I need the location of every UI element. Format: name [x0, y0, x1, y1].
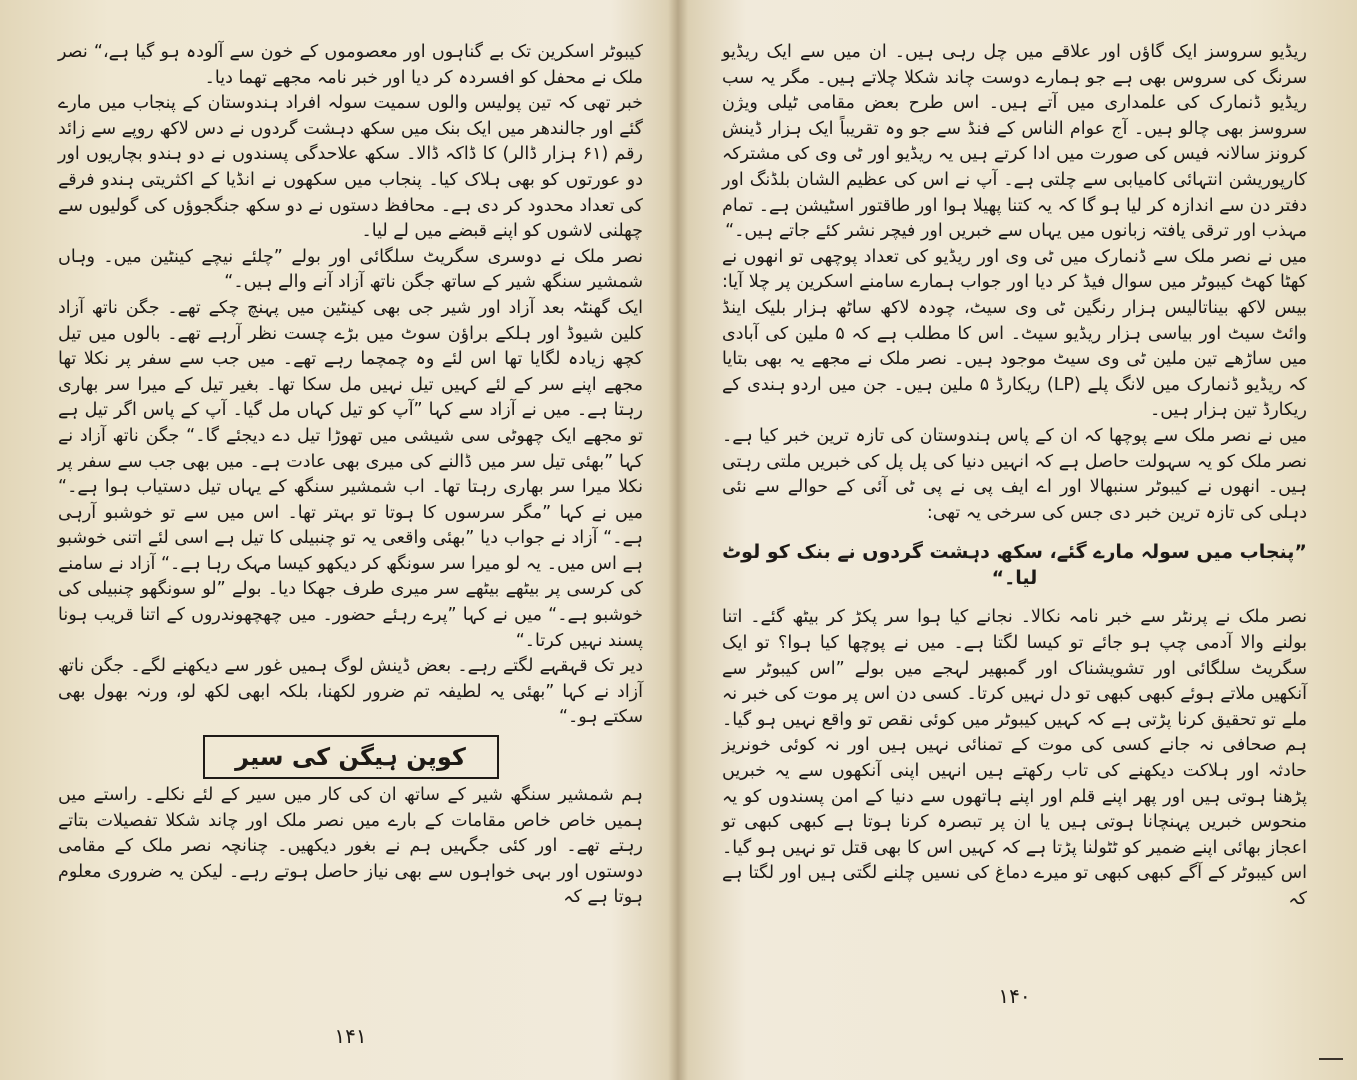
right-page: [722, 40, 1307, 1040]
right-paragraph-3: میں نے نصر ملک سے پوچھا کہ ان کے پاس ہندوستان کی تازہ ترین خبر کیا ہے۔ نصر ملک کو یہ سہولت حاصل ہے کہ انہیں دنیا کی پل پل کی خبریں ملتی رہتی ہیں۔ انھوں نے کیبوٹر سنبھالا اور اے ایف پی نے پی ٹی آئی کے حوالے سے نئی دہلی کی تازہ ترین خبر دی جس کی سرخی یہ تھی:: [722, 425, 1307, 523]
left-page-text: [58, 40, 643, 911]
left-paragraph-3: نصر ملک نے دوسری سگریٹ سلگائی اور بولے ”چلئے نیچے کینٹین میں۔ وہاں شمشیر سنگھ شیر کے ساتھ جگن ناتھ آزاد آنے والے ہیں۔“: [58, 246, 643, 293]
page-number-right: ۱۴۰: [998, 984, 1031, 1008]
right-paragraph-4: نصر ملک نے پرنٹر سے خبر نامہ نکالا۔ نجانے کیا ہوا سر پکڑ کر بیٹھ گئے۔ اتنا بولنے والا آدمی چپ ہو جائے تو کیسا لگتا ہے۔ میں نے پوچھا کیا ہوا؟ تو ایک سگریٹ سلگائی اور تشویشناک اور گمبھیر لہجے میں بولے ”اس کیبوٹر سے آنکھیں ملاتے ہوئے کبھی کبھی تو دل نہیں کرتا۔ کسی دن اس پر موت کی خبر نہ ملے تو تحقیق کرنا پڑتی ہے کہ کہیں کیبوٹر میں کوئی نقص تو واقع نہیں ہو گیا۔ ہم صحافی نہ جانے کسی کی موت کے تمنائی نہیں ہیں اور نہ کوئی خونریز حادثہ اور ہلاکت دیکھنے کی تاب رکھتے ہیں انہیں اپنی آنکھوں سے یہ خبریں پڑھنا ہوتی ہیں اور پھر اپنے قلم اور اپنے ہاتھوں سے دنیا کے امن پسندوں کو یہ منحوس خبریں پہنچانا ہوتی ہیں یا ان پر تبصرہ کرنا ہوتا ہے کبھی کبھی تو اعجاز بھائی اپنے ضمیر کو ٹٹولنا پڑتا ہے کہ کہیں اس کا بھی قتل تو نہیں ہو گیا۔ اس کیبوٹر کے آگے کبھی کبھی تو میرے دماغ کی نسیں چلنے لگتی ہیں اور لگتا ہے کہ: [722, 607, 1307, 909]
left-paragraph-2: خبر تھی کہ تین پولیس والوں سمیت سولہ افراد ہندوستان کے پنجاب میں مارے گئے اور جالندھر میں ایک بنک میں سکھ دہشت گردوں نے دس لاکھ روپے سے زائد رقم (۶۱ ہزار ڈالر) کا ڈاکہ ڈالا۔ سکھ علاحدگی پسندوں نے دو ہندو بچاریوں اور دو عورتوں کو بھی ہلاک کیا۔ پنجاب میں سکھوں نے انڈیا کے اکثریتی ہندو فرقے کی تعداد محدود کر دی ہے۔ محافظ دستوں نے دو سکھ جنگجوؤں کی گولیوں سے چھلنی لاشوں کو اپنے قبضے میں لے لیا۔: [58, 93, 644, 242]
right-paragraph-2: میں نے نصر ملک سے ڈنمارک میں ٹی وی اور ریڈیو کی تعداد پوچھی تو انھوں نے کھٹا کھٹ کیبوٹر میں سوال فیڈ کر دیا اور جواب ہمارے سامنے اسکرین پر چلا آیا: بیس لاکھ بیناتالیس ہزار رنگین ٹی وی سیٹ، چودہ لاکھ ساٹھ ہزار بلیک اینڈ وائٹ سیٹ اور بیاسی ہزار ریڈیو سیٹ۔ اس کا مطلب ہے کہ ۵ ملین کی آبادی میں ساڑھے تین ملین ٹی وی سیٹ موجود ہیں۔ نصر ملک نے مجھے یہ بھی بتایا کہ ریڈیو ڈنمارک میں لانگ پلے (LP) ریکارڈ ۵ ملین ہیں۔ جن میں اردو ہندی کے ریکارڈ تین ہزار ہیں۔: [722, 246, 1308, 421]
left-paragraph-6: ہم شمشیر سنگھ شیر کے ساتھ ان کی کار میں سیر کے لئے نکلے۔ راستے میں ہمیں خاص خاص مقامات کے بارے میں نصر ملک اور چاند شکلا تفصیلات بتاتے رہتے تھے۔ اور کئی جگہیں ہم نے بغور دیکھیں۔ چنانچہ نصر ملک کے مقامی دوستوں اور بہی خواہوں سے بھی نیاز حاصل ہوتے رہے۔ لیکن یہ ضروری معلوم ہوتا ہے کہ: [58, 785, 643, 908]
right-page-text: [722, 40, 1307, 913]
page-corner-mark: [1319, 1058, 1343, 1060]
news-headline-quote: ”پنجاب میں سولہ مارے گئے، سکھ دہشت گردوں نے بنک کو لوٹ لیا۔“: [722, 541, 1307, 589]
left-paragraph-4: ایک گھنٹہ بعد آزاد اور شیر جی بھی کینٹین میں پہنچ چکے تھے۔ جگن ناتھ آزاد کلین شیوڈ اور ہلکے براؤن سوٹ میں بڑے چست نظر آرہے تھے۔ بالوں میں تیل کچھ زیادہ لگایا تھا اس لئے وہ چمچما رہے تھے۔ میں جب سے سفر پر نکلا تھا مجھے اپنے سر کے لئے کہیں تیل نہیں مل سکا تھا۔ بغیر تیل کے میرا سر بھاری رہتا ہے۔ میں نے آزاد سے کہا ”آپ کو تیل کہاں مل گیا۔ آپ کے پاس اگر تیل ہے تو مجھے ایک چھوٹی سی شیشی میں تھوڑا تیل دے دیجئے گا۔“ جگن ناتھ آزاد نے کہا ”بھئی تیل سر میں ڈالنے کی میری بھی عادت ہے۔ میں بھی جب سے سفر پر نکلا میرا سر بھاری رہتا تھا۔ اب شمشیر سنگھ کے یہاں تیل دستیاب ہوا ہے۔“ میں نے کہا ”مگر سرسوں کا ہوتا تو بہتر تھا۔ اس میں سے تو خوشبو آرہی ہے۔“ آزاد نے جواب دیا ”بھئی واقعی یہ تو چنبیلی کا تیل ہے اسی لئے اتنی خوشبو ہے اس میں۔ یہ لو میرا سر سونگھ کر دیکھو کیسا مہک رہا ہے۔“ آزاد نے سامنے کی کرسی پر بیٹھے بیٹھے سر میری طرف جھکا دیا۔ بولے ”لو سونگھو چنبیلی کی خوشبو ہے۔“ میں نے کہا ”پرے رہئے حضور۔ میں چھچھوندروں کے اتنا قریب ہونا پسند نہیں کرتا۔“: [58, 297, 643, 651]
left-paragraph-5: دیر تک قہقہے لگتے رہے۔ بعض ڈینش لوگ ہمیں غور سے دیکھنے لگے۔ جگن ناتھ آزاد نے کہا ”بھئی یہ لطیفہ تم ضرور لکھنا، بلکہ ابھی لکھ لو، ورنہ بھول بھی سکتے ہو۔“: [58, 656, 643, 728]
section-heading: کوپن ہیگن کی سیر: [203, 735, 499, 779]
book-gutter: [668, 0, 688, 1080]
left-page: [58, 40, 644, 1048]
right-paragraph-1: ریڈیو سروسز ایک گاؤں اور علاقے میں چل رہی ہیں۔ ان میں سے ایک ریڈیو سرنگ کی سروس بھی ہے جو ہمارے دوست چاند شکلا چلاتے ہیں۔ مگر یہ سب ریڈیو ڈنمارک کی علمداری میں آتے ہیں۔ اس طرح بعض مقامی ٹیلی ویژن سروسز بھی چالو ہیں۔ آج عوام الناس کے فنڈ سے جو وہ تقریباً ایک ہزار ڈینش کرونز سالانہ فیس کی صورت میں ادا کرتے ہیں یہ ریڈیو اور ٹی وی کی مشترکہ کارپوریشن انتہائی کامیابی سے چلتی ہے۔ آپ نے اس کی عظیم الشان بلڈنگ اور دفتر دن سے اندازہ کر لیا ہو گا کہ یہ کتنا پھیلا ہوا اور طاقتور اسٹیشن ہے۔ تمام مہذب اور ترقی یافتہ زبانوں میں یہاں سے خبریں اور فیچر نشر کئے جاتے ہیں۔“: [722, 42, 1307, 242]
left-paragraph-1: کیبوٹر اسکرین تک بے گناہوں اور معصوموں کے خون سے آلودہ ہو گیا ہے،“ نصر ملک نے محفل کو افسردہ کر دیا اور خبر نامہ مجھے تھما دیا۔: [58, 42, 643, 88]
page-number-left: ۱۴۱: [334, 1024, 367, 1048]
